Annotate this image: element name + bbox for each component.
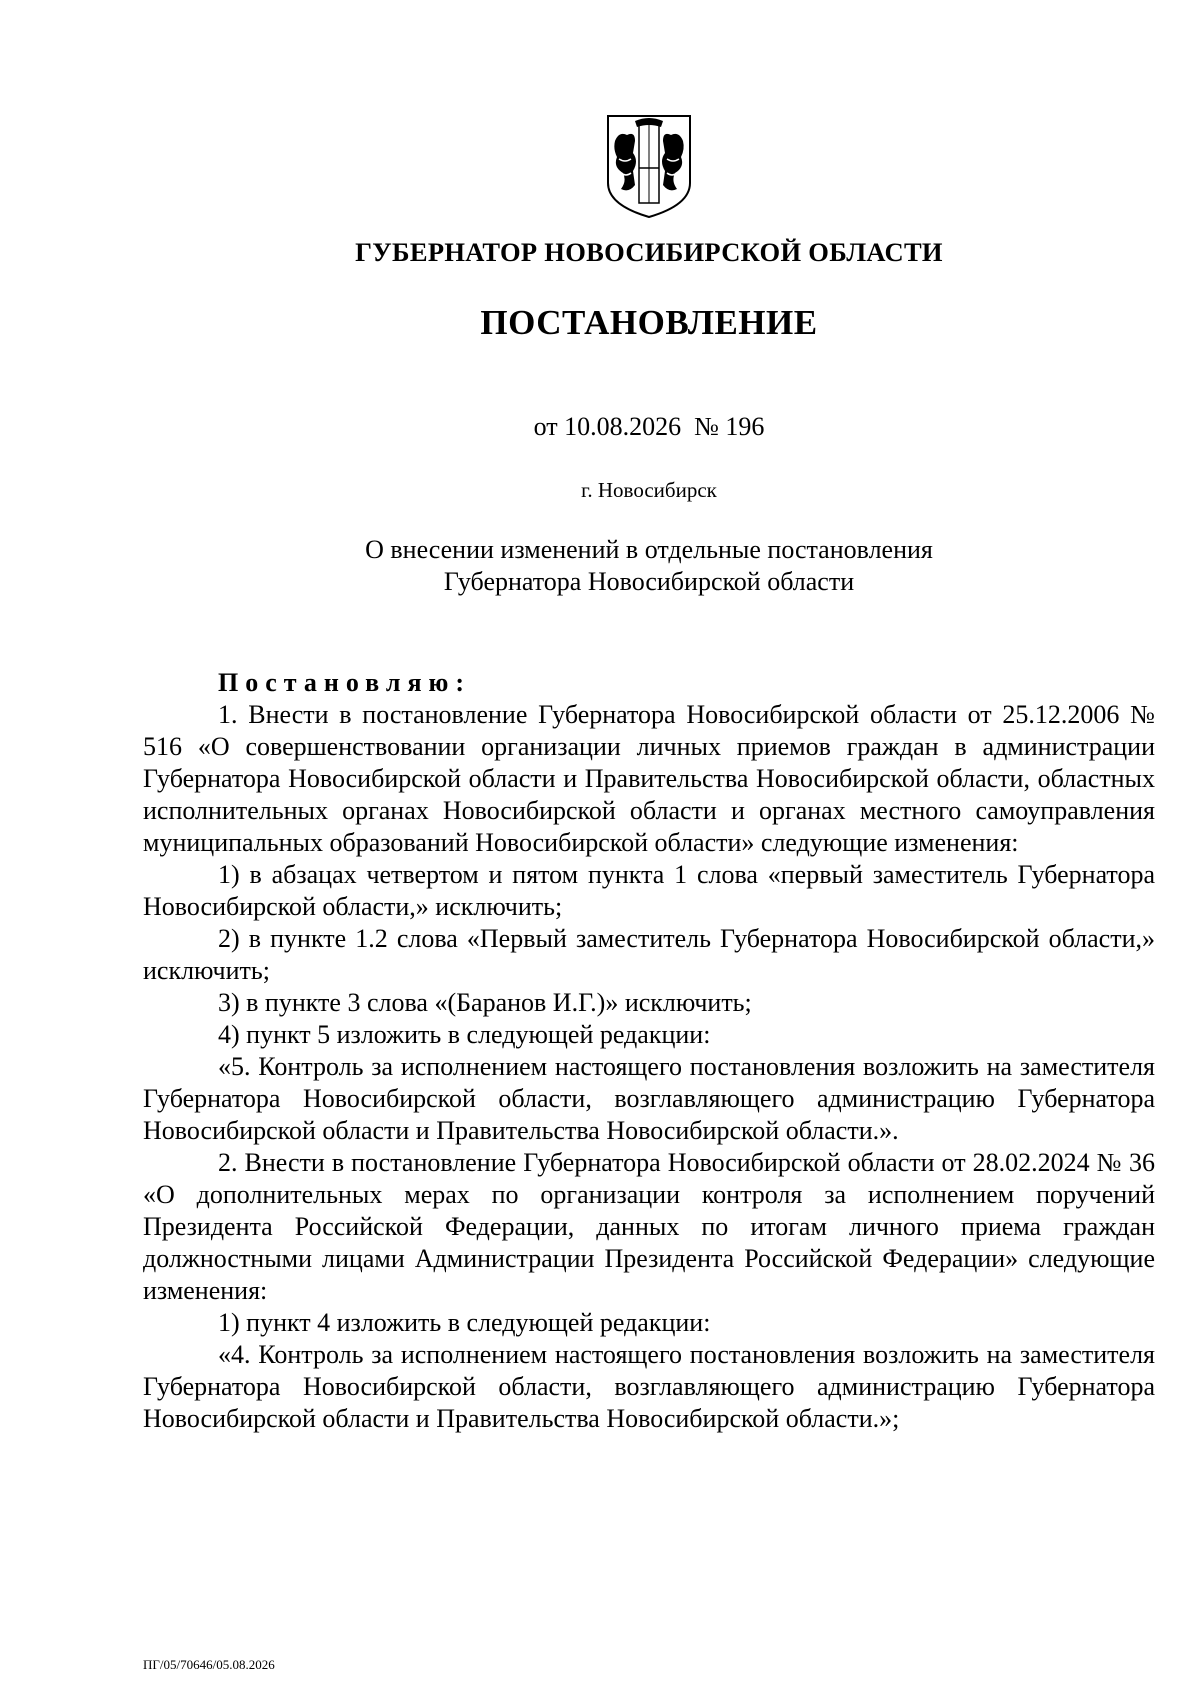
paragraph: 2) в пункте 1.2 слова «Первый заместитель Губернатора Новосибирской области,» исключить;: [143, 924, 1155, 985]
paragraph: 4) пункт 5 изложить в следующей редакции:: [218, 1020, 711, 1049]
document-type: ПОСТАНОВЛЕНИЕ: [480, 303, 818, 342]
paragraph: 2. Внести в постановление Губернатора Новосибирской области от 28.02.2024 № 36 «О дополнительных мерах по организации контроля за исполнением поручений Президента Российской Федерации, данных по итогам личного приема граждан должностными лицами Администрации Президента Российской Федерации» следующие изменения:: [143, 1148, 1155, 1305]
document-footer-code: ПГ/05/70646/05.08.2026: [143, 1657, 275, 1672]
paragraph: 1. Внести в постановление Губернатора Новосибирской области от 25.12.2006 № 516 «О совершенствовании организации личных приемов граждан в администрации Губернатора Новосибирской области и Правительства Новосибирской области, областных исполнительных органах Новосибирской области и органах местного самоуправления муниципальных образований Новосибирской области» следующие изменения:: [143, 700, 1155, 857]
subject-line: Губернатора Новосибирской области: [443, 567, 855, 596]
city: г. Новосибирск: [581, 478, 717, 502]
date-and-number: от 10.08.2026 № 196: [533, 412, 765, 441]
decree-heading: Постановляю:: [218, 668, 472, 697]
paragraph: «5. Контроль за исполнением настоящего постановления возложить на заместителя Губернатора Новосибирской области, возглавляющего администрацию Губернатора Новосибирской области и Правительства Новосибирской области.».: [143, 1052, 1155, 1145]
document-subject: [0, 534, 1200, 598]
paragraph: «4. Контроль за исполнением настоящего постановления возложить на заместителя Губернатора Новосибирской области, возглавляющего администрацию Губернатора Новосибирской области и Правительства Новосибирской области.»;: [143, 1340, 1155, 1433]
paragraph: 1) в абзацах четвертом и пятом пункта 1 слова «первый заместитель Губернатора Новосибирской области,» исключить;: [143, 860, 1155, 921]
organization-title: ГУБЕРНАТОР НОВОСИБИРСКОЙ ОБЛАСТИ: [355, 237, 943, 267]
paragraph: 1) пункт 4 изложить в следующей редакции:: [218, 1308, 711, 1337]
paragraph: 3) в пункте 3 слова «(Баранов И.Г.)» исключить;: [218, 988, 752, 1017]
subject-line: О внесении изменений в отдельные постановления: [365, 535, 933, 564]
coat-of-arms-icon: [605, 113, 693, 220]
document-body: [143, 667, 1155, 1435]
